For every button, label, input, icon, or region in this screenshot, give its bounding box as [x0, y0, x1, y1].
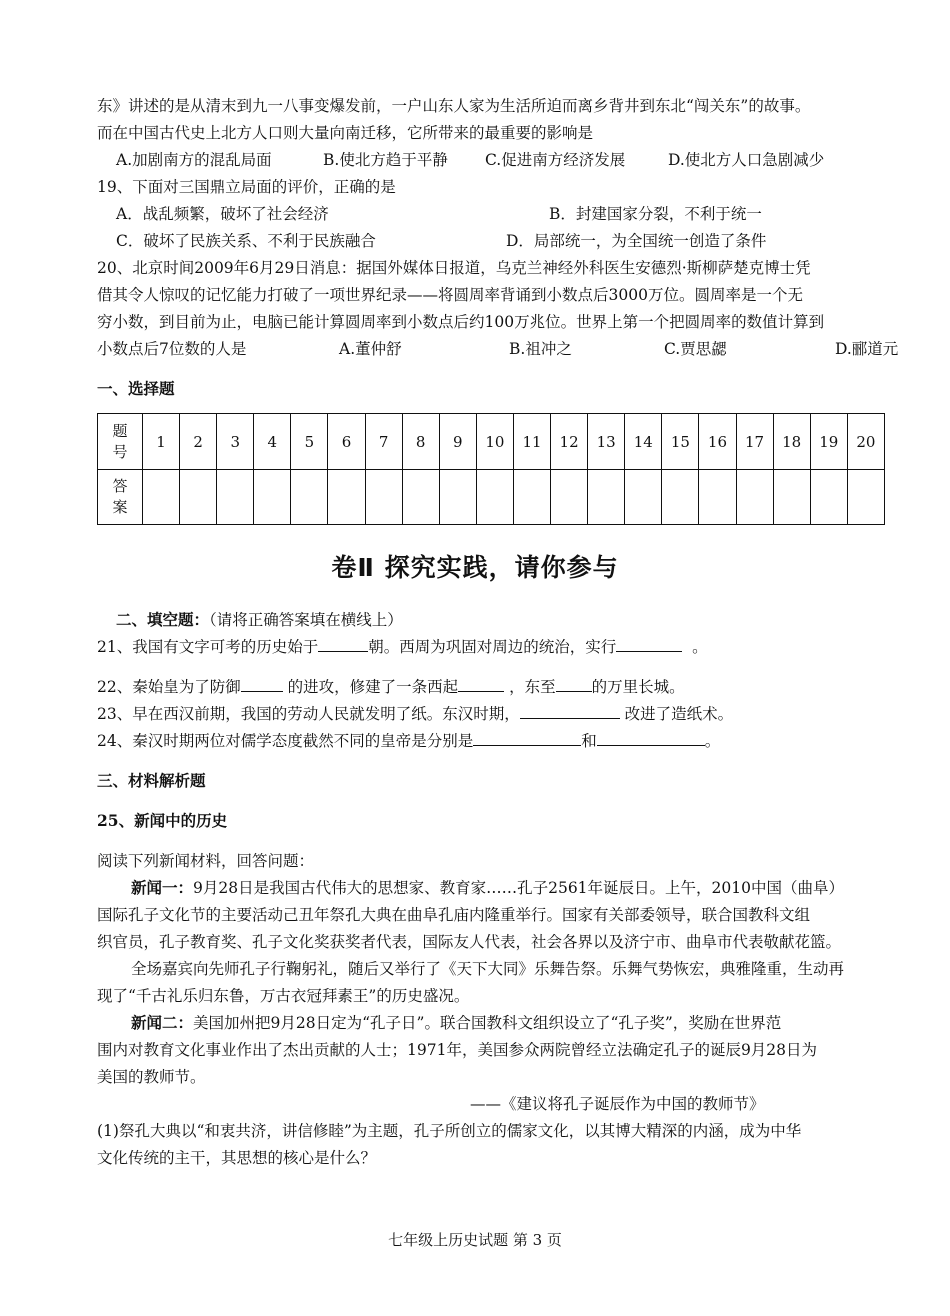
number-cell: 18	[773, 414, 810, 470]
q20-line2: 借其令人惊叹的记忆能力打破了一项世界纪录——将圆周率背诵到小数点后3000万位。圆周率是一个无	[97, 286, 803, 304]
volume-title: 卷Ⅱ 探究实践，请你参与	[331, 553, 619, 582]
answer-header-top: 答	[112, 477, 128, 495]
number-header-bottom: 号	[112, 442, 128, 461]
answer-cell[interactable]	[625, 470, 662, 525]
number-cell: 2	[180, 414, 217, 470]
number-cell: 10	[476, 414, 513, 470]
answer-cell[interactable]	[588, 470, 625, 525]
q20-option-c: C.贾思勰	[664, 340, 727, 358]
number-cell: 4	[254, 414, 291, 470]
q19-option-d: D．局部统一，为全国统一创造了条件	[506, 232, 767, 250]
q20-line1: 20、北京时间2009年6月29日消息：据国外媒体日报道，乌克兰神经外科医生安德烈·斯柳萨楚克博士凭	[97, 259, 811, 277]
q20-option-b: B.祖冲之	[509, 340, 572, 358]
answer-cell[interactable]	[513, 470, 550, 525]
q24-text-a: 24、秦汉时期两位对儒学态度截然不同的皇帝是分别是	[97, 732, 474, 750]
answer-cell[interactable]	[773, 470, 810, 525]
q22-blank-3[interactable]	[556, 676, 592, 692]
news2-text-1: 美国加州把9月28日定为“孔子日”。联合国教科文组织设立了“孔子奖”，奖励在世界范	[193, 1014, 782, 1032]
number-cell: 1	[143, 414, 180, 470]
section-choice-title: 一、选择题	[97, 379, 175, 398]
answer-table-answer-row	[98, 470, 885, 525]
news-source: ——《建议将孔子诞辰作为中国的教师节》	[470, 1095, 765, 1113]
section-fill-heading	[116, 609, 403, 631]
news1-line2: 国际孔子文化节的主要活动己丑年祭孔大典在曲阜孔庙内隆重举行。国家有关部委领导，联合国教科文组	[97, 906, 811, 924]
answer-cell[interactable]	[143, 470, 180, 525]
q20-option-a: A.董仲舒	[339, 340, 402, 358]
number-cell: 20	[847, 414, 884, 470]
number-cell: 12	[551, 414, 588, 470]
news2-line1	[131, 1012, 781, 1034]
q20-option-d: D.郦道元	[835, 340, 899, 358]
answer-cell[interactable]	[180, 470, 217, 525]
answer-cell[interactable]	[291, 470, 328, 525]
q25-intro: 阅读下列新闻材料，回答问题：	[97, 852, 315, 870]
number-cell: 15	[662, 414, 699, 470]
number-cell: 17	[736, 414, 773, 470]
q18-line1: 东》讲述的是从清末到九一八事变爆发前，一户山东人家为生活所迫而离乡背井到东北“闯关东”的故事。	[97, 97, 811, 115]
answer-header-bottom: 案	[112, 498, 128, 516]
q21-text-a: 21、我国有文字可考的历史始于	[97, 638, 319, 656]
q25-title: 25、新闻中的历史	[97, 811, 228, 830]
answer-table	[97, 413, 885, 525]
q25-sub1-line1: (1)祭孔大典以“和衷共济，讲信修睦”为主题，孔子所创立的儒家文化，以其博大精深的内涵，成为中华	[97, 1122, 802, 1140]
number-cell: 7	[365, 414, 402, 470]
number-cell: 13	[588, 414, 625, 470]
q19-stem: 19、下面对三国鼎立局面的评价，正确的是	[97, 178, 396, 196]
number-cell: 14	[625, 414, 662, 470]
q22-line	[97, 676, 685, 698]
answer-cell[interactable]	[217, 470, 254, 525]
q23-text-b: 改进了造纸术。	[624, 705, 734, 723]
answer-cell[interactable]	[328, 470, 365, 525]
number-cell: 8	[402, 414, 439, 470]
q24-text-b: 和	[581, 732, 597, 750]
news2-label: 新闻二：	[131, 1013, 194, 1032]
q21-line	[97, 636, 708, 658]
section-material-title: 三、材料解析题	[97, 771, 206, 790]
q22-text-d: 的万里长城。	[591, 678, 685, 696]
q24-blank-2[interactable]	[597, 730, 705, 746]
answer-cell[interactable]	[254, 470, 291, 525]
q22-text-c: ，东至	[509, 678, 556, 696]
q22-text-b: 的进攻，修建了一条西起	[287, 678, 459, 696]
q23-line	[97, 703, 733, 725]
answer-cell[interactable]	[402, 470, 439, 525]
number-cell: 3	[217, 414, 254, 470]
q18-option-a: A.加剧南方的混乱局面	[116, 151, 272, 169]
answer-cell[interactable]	[476, 470, 513, 525]
answer-cell[interactable]	[736, 470, 773, 525]
number-header-cell	[98, 414, 143, 470]
answer-header-cell	[98, 470, 143, 525]
news1-line1	[131, 877, 844, 899]
news1-line3: 织官员，孔子教育奖、孔子文化奖获奖者代表，国际友人代表，社会各界以及济宁市、曲阜市代表敬献花篮。	[97, 933, 842, 951]
news1-label: 新闻一：	[131, 878, 194, 897]
number-cell: 16	[699, 414, 736, 470]
section-fill-title: 二、填空题：	[116, 610, 210, 629]
q25-sub1-line2: 文化传统的主干，其思想的核心是什么？	[97, 1149, 377, 1167]
answer-cell[interactable]	[810, 470, 847, 525]
answer-cell[interactable]	[699, 470, 736, 525]
q18-option-b: B.使北方趋于平静	[323, 151, 448, 169]
news1-line5: 现了“千古礼乐归东鲁，万古衣冠拜素王”的历史盛况。	[97, 987, 470, 1005]
news1-text-1: 9月28日是我国古代伟大的思想家、教育家……孔子2561年诞辰日。上午，2010中国（曲阜）	[193, 879, 844, 897]
news2-line3: 美国的教师节。	[97, 1068, 206, 1086]
answer-cell[interactable]	[551, 470, 588, 525]
number-cell: 11	[513, 414, 550, 470]
answer-cell[interactable]	[365, 470, 402, 525]
q21-text-c: 。	[692, 638, 708, 656]
q24-line	[97, 730, 720, 752]
q24-text-c: 。	[704, 732, 721, 750]
news2-line2: 围内对教育文化事业作出了杰出贡献的人士；1971年，美国参众两院曾经立法确定孔子的诞辰9月28日为	[97, 1041, 818, 1059]
q22-blank-2[interactable]	[458, 676, 504, 692]
number-cell: 19	[810, 414, 847, 470]
q19-option-b: B．封建国家分裂，不利于统一	[549, 205, 762, 223]
number-header-top: 题	[112, 421, 128, 440]
answer-cell[interactable]	[662, 470, 699, 525]
answer-cell[interactable]	[847, 470, 884, 525]
q20-line3: 穷小数，到目前为止，电脑已能计算圆周率到小数点后约100万兆位。世界上第一个把圆周率的数值计算到	[97, 313, 825, 331]
number-cell: 5	[291, 414, 328, 470]
answer-cell[interactable]	[439, 470, 476, 525]
q22-text-a: 22、秦始皇为了防御	[97, 678, 241, 696]
number-cell: 6	[328, 414, 365, 470]
q21-blank-2[interactable]	[616, 636, 682, 652]
q23-blank-1[interactable]	[520, 703, 620, 719]
q22-blank-1[interactable]	[241, 676, 283, 692]
q18-line2: 而在中国古代史上北方人口则大量向南迁移，它所带来的最重要的影响是	[97, 124, 594, 142]
q23-text-a: 23、早在西汉前期，我国的劳动人民就发明了纸。东汉时期，	[97, 705, 520, 723]
q19-option-a: A．战乱频繁，破坏了社会经济	[116, 205, 329, 223]
q20-line4: 小数点后7位数的人是	[97, 340, 247, 358]
q19-option-c: C．破坏了民族关系、不利于民族融合	[116, 232, 376, 250]
q21-blank-1[interactable]	[318, 636, 368, 652]
q18-option-c: C.促进南方经济发展	[485, 151, 626, 169]
q21-text-b: 朝。西周为巩固对周边的统治，实行	[368, 638, 617, 656]
section-fill-note: （请将正确答案填在横线上）	[209, 611, 403, 629]
number-cell: 9	[439, 414, 476, 470]
q18-option-d: D.使北方人口急剧减少	[668, 151, 825, 169]
answer-table-number-row	[98, 414, 885, 470]
q24-blank-1[interactable]	[473, 730, 581, 746]
news1-line4: 全场嘉宾向先师孔子行鞠躬礼，随后又举行了《天下大同》乐舞告祭。乐舞气势恢宏，典雅隆重，生动再	[131, 960, 845, 978]
page-footer: 七年级上历史试题 第 3 页	[388, 1231, 562, 1249]
